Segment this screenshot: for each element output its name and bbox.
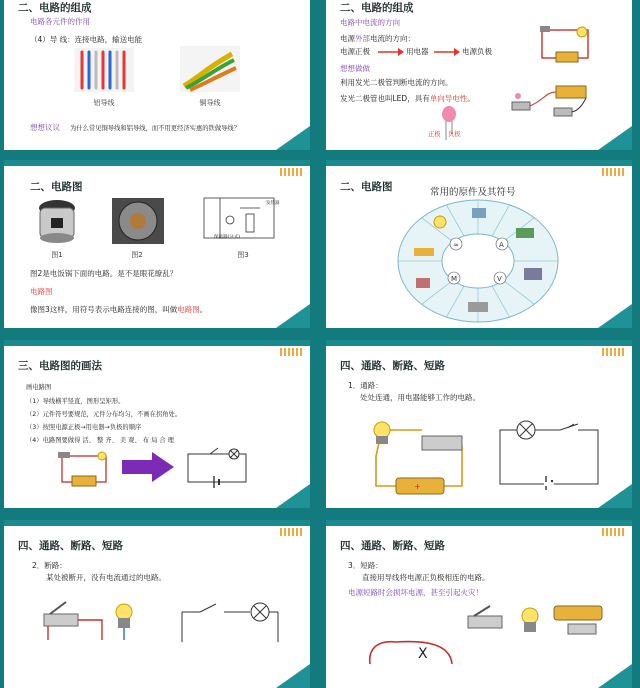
conductor-line: （4）导 线：连接电路，输送电能 bbox=[30, 35, 143, 44]
figure-1-caption: 图1 bbox=[51, 251, 63, 259]
open-circuit-illustration bbox=[42, 600, 152, 640]
svg-text:X: X bbox=[418, 646, 428, 662]
question-text: 图2是电饭锅下面的电路。是不是眼花缭乱？ bbox=[30, 269, 178, 278]
symbols-heading: 常用的原件及其符号 bbox=[430, 187, 516, 198]
term-label: 3．短路： bbox=[348, 561, 383, 570]
rule-item: （2）元件符号要规范，元件分布均匀，不画在拐角处。 bbox=[26, 411, 182, 418]
slide-title: 二、电路的组成 bbox=[18, 2, 92, 14]
decoration bbox=[602, 168, 624, 176]
short-circuit-switch bbox=[466, 604, 506, 634]
slide-title: 二、电路图 bbox=[340, 181, 393, 193]
svg-text:+: + bbox=[414, 482, 421, 491]
closed-circuit-illustration bbox=[356, 416, 476, 496]
decoration bbox=[602, 348, 624, 356]
flow-start: 电源正极 bbox=[340, 47, 370, 56]
term-label: 电路图 bbox=[30, 287, 53, 296]
component-symbol-wheel bbox=[396, 198, 560, 324]
slide-subtitle: 电路中电流的方向 bbox=[340, 18, 400, 27]
slide-subtitle: 电路各元件的作用 bbox=[30, 17, 90, 26]
slide-1[interactable] bbox=[4, 0, 310, 150]
slide-3[interactable] bbox=[4, 160, 310, 328]
short-circuit-illustration bbox=[366, 624, 456, 664]
led-circuit-illustration bbox=[504, 82, 594, 126]
arrow-right-icon bbox=[378, 48, 404, 56]
slide-title: 二、电路的组成 bbox=[340, 2, 414, 14]
figure-2-caption: 图2 bbox=[131, 251, 143, 259]
slide-2[interactable] bbox=[326, 0, 632, 150]
term-description: 某处被断开，没有电流通过的电路。 bbox=[46, 573, 166, 582]
decoration bbox=[280, 528, 302, 536]
bell-symbol: ≈ bbox=[453, 241, 459, 249]
slide-6[interactable] bbox=[326, 340, 632, 508]
decoration bbox=[602, 528, 624, 536]
arrow-right-icon bbox=[434, 48, 460, 56]
decoration bbox=[280, 348, 302, 356]
motor-symbol: M bbox=[451, 275, 458, 283]
aluminum-wire-image bbox=[74, 48, 134, 92]
think-label: 想想议议 bbox=[30, 123, 60, 132]
closed-circuit-diagram bbox=[498, 420, 602, 490]
think-label: 想想做做 bbox=[340, 64, 370, 73]
flow-middle: 用电器 bbox=[406, 47, 429, 56]
ammeter-symbol: A bbox=[499, 241, 504, 249]
slide-8[interactable] bbox=[326, 520, 632, 688]
circuit-illustration bbox=[536, 24, 596, 68]
slide-7[interactable] bbox=[4, 520, 310, 688]
arrow-right-icon bbox=[122, 452, 174, 482]
slide-4[interactable] bbox=[326, 160, 632, 328]
think-text: 为什么常见铜导线和铝导线，而不用更经济实惠的铁做导线？ bbox=[70, 125, 241, 132]
slide-title: 三、电路图的画法 bbox=[18, 360, 102, 372]
led-property-line: 发光二极管也叫LED，具有单向导电性。 bbox=[340, 94, 475, 103]
open-circuit-diagram bbox=[180, 602, 280, 642]
rule-item: （4）电路图要做得 活、 整 齐、 美 观、 布 局 合 理 bbox=[26, 437, 174, 444]
voltmeter-symbol: V bbox=[497, 275, 502, 283]
slide-title: 四、通路、断路、短路 bbox=[340, 540, 445, 552]
slide-5[interactable] bbox=[4, 340, 310, 508]
circuit-diagram-symbol bbox=[186, 448, 250, 488]
term-label: 1．通路： bbox=[348, 381, 383, 390]
short-circuit-components bbox=[508, 602, 618, 642]
rules-intro: 画电路图 bbox=[26, 384, 52, 391]
decoration bbox=[280, 168, 302, 176]
led-line: 利用发光二极管判断电流的方向。 bbox=[340, 78, 453, 87]
term-label: 2．断路： bbox=[32, 561, 67, 570]
warning-text: 电源短路时会损坏电源，甚至引起火灾！ bbox=[348, 588, 483, 597]
slide-title: 四、通路、断路、短路 bbox=[340, 360, 445, 372]
copper-wire-image bbox=[180, 46, 240, 92]
slide-title: 四、通路、断路、短路 bbox=[18, 540, 123, 552]
term-description: 处处连通，用电器能够工作的电路。 bbox=[360, 393, 480, 402]
slide-title: 二、电路图 bbox=[30, 181, 83, 193]
diagram-label: 保温器(分式) bbox=[214, 235, 241, 240]
figure-3-caption: 图3 bbox=[237, 251, 249, 259]
rule-item: （3）按照电源正极→用电器→负极的顺序 bbox=[26, 424, 142, 431]
diagram-label-2: 发热器 bbox=[266, 201, 280, 206]
flow-end: 电源负极 bbox=[462, 47, 492, 56]
rice-cooker-image bbox=[36, 198, 78, 244]
copper-caption: 铜导线 bbox=[199, 99, 221, 107]
rule-item: （1）导线横平竖直，图形呈矩形。 bbox=[26, 398, 125, 405]
led-negative-label: 负极 bbox=[448, 131, 461, 138]
aluminum-caption: 铝导线 bbox=[93, 99, 115, 107]
definition-text: 像图3这样，用符号表示电路连接的图，叫做电路图。 bbox=[30, 305, 208, 314]
cooker-bottom-image bbox=[112, 198, 164, 244]
real-circuit-illustration bbox=[54, 450, 114, 490]
led-positive-label: 正极 bbox=[428, 131, 441, 138]
direction-line: 电源外部电流的方向： bbox=[340, 34, 415, 43]
term-description: 直接用导线将电源正负极相连的电路。 bbox=[362, 573, 490, 582]
